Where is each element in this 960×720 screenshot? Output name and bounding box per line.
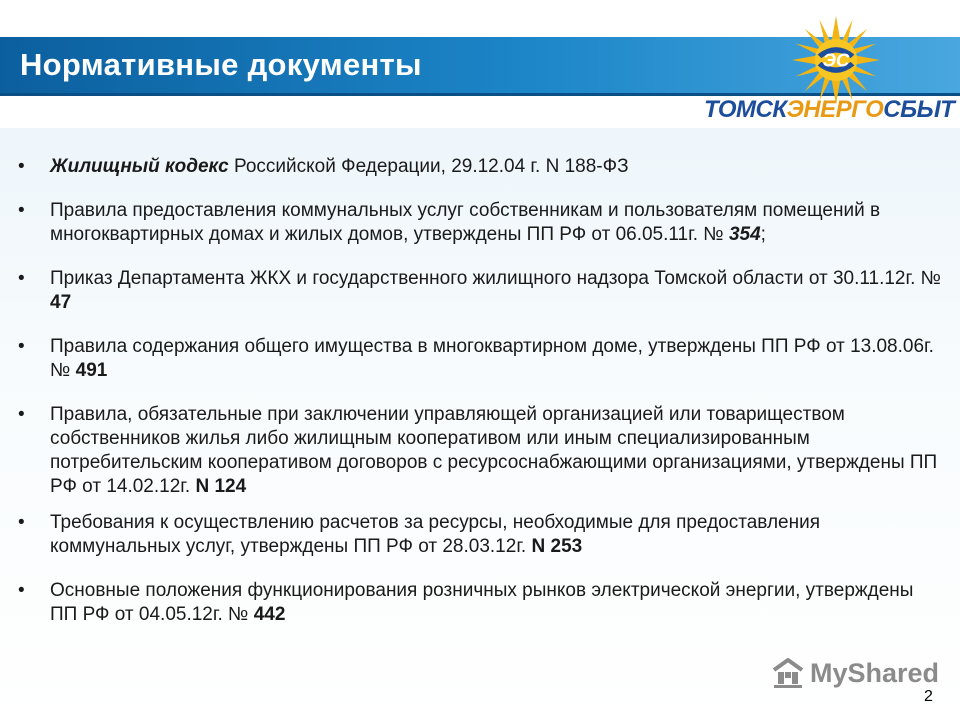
bullet: • xyxy=(18,200,25,221)
item-text: Российской Федерации, 29.12.04 г. N 188-ФЗ xyxy=(228,156,629,177)
item-number-sign: N xyxy=(195,476,215,497)
list-item xyxy=(18,579,943,627)
item-text: Правила, обязательные при заключении управляющей организацией или товариществом собственников жилья либо жилищным кооперативом или иным специализированным потребительским кооперативом договоров с ресурсоснабжающими организациями, утверждены ПП РФ от 14.02.12г. xyxy=(50,404,938,497)
list-item xyxy=(18,155,943,179)
bullet: • xyxy=(18,336,25,357)
item-number-sign: № xyxy=(703,224,729,245)
item-lead: Жилищный кодекс xyxy=(50,156,229,177)
item-tail: ; xyxy=(760,224,766,245)
item-number-sign: № xyxy=(920,268,942,289)
list-item xyxy=(18,511,943,559)
item-text: Правила предоставления коммунальных услуг собственникам и пользователям помещений в многоквартирных домах и жилых домов, утверждены ПП РФ от 06.05.11г. xyxy=(50,200,881,245)
item-text: Правила содержания общего имущества в многоквартирном доме, утверждены ПП РФ от 13.08.06г. xyxy=(50,336,934,357)
item-number-sign: N xyxy=(531,536,551,557)
item-number-sign: № xyxy=(50,360,76,381)
bullet: • xyxy=(18,268,25,289)
item-text: Требования к осуществлению расчетов за ресурсы, необходимые для предоставления коммунальных услуг, утверждены ПП РФ от 28.03.12г. xyxy=(50,512,821,557)
bullet: • xyxy=(18,512,25,533)
page-title: Нормативные документы xyxy=(20,47,422,82)
brand-name xyxy=(704,92,954,128)
watermark-text: MyShared xyxy=(810,658,940,688)
school-building-icon xyxy=(770,656,806,690)
list-item xyxy=(18,403,943,499)
logo-monogram: ЭС xyxy=(822,49,850,71)
page-number: 2 xyxy=(924,688,933,705)
item-number: 491 xyxy=(75,360,108,381)
item-number: 47 xyxy=(50,292,72,313)
item-text: Приказ Департамента ЖКХ и государственного жилищного надзора Томской области от 30.11.12г. xyxy=(50,268,921,289)
brand-part-sbyt: СБЫТ xyxy=(883,96,955,123)
item-number: 442 xyxy=(253,604,286,625)
item-number: 253 xyxy=(550,536,583,557)
watermark xyxy=(770,656,940,690)
documents-list xyxy=(18,155,943,627)
bullet: • xyxy=(18,156,25,177)
item-number-sign: № xyxy=(228,604,254,625)
bullet: • xyxy=(18,580,25,601)
brand-part-energo: ЭНЕРГО xyxy=(786,96,884,123)
item-number: 354 xyxy=(728,224,761,245)
list-item xyxy=(18,267,943,315)
list-item xyxy=(18,199,943,247)
item-text: Основные положения функционирования розничных рынков электрической энергии, утверждены ПП РФ от 04.05.12г. xyxy=(50,580,914,625)
list-item xyxy=(18,335,943,383)
bullet: • xyxy=(18,404,25,425)
item-number: 124 xyxy=(214,476,247,497)
brand-part-tomsk: ТОМСК xyxy=(704,96,787,123)
